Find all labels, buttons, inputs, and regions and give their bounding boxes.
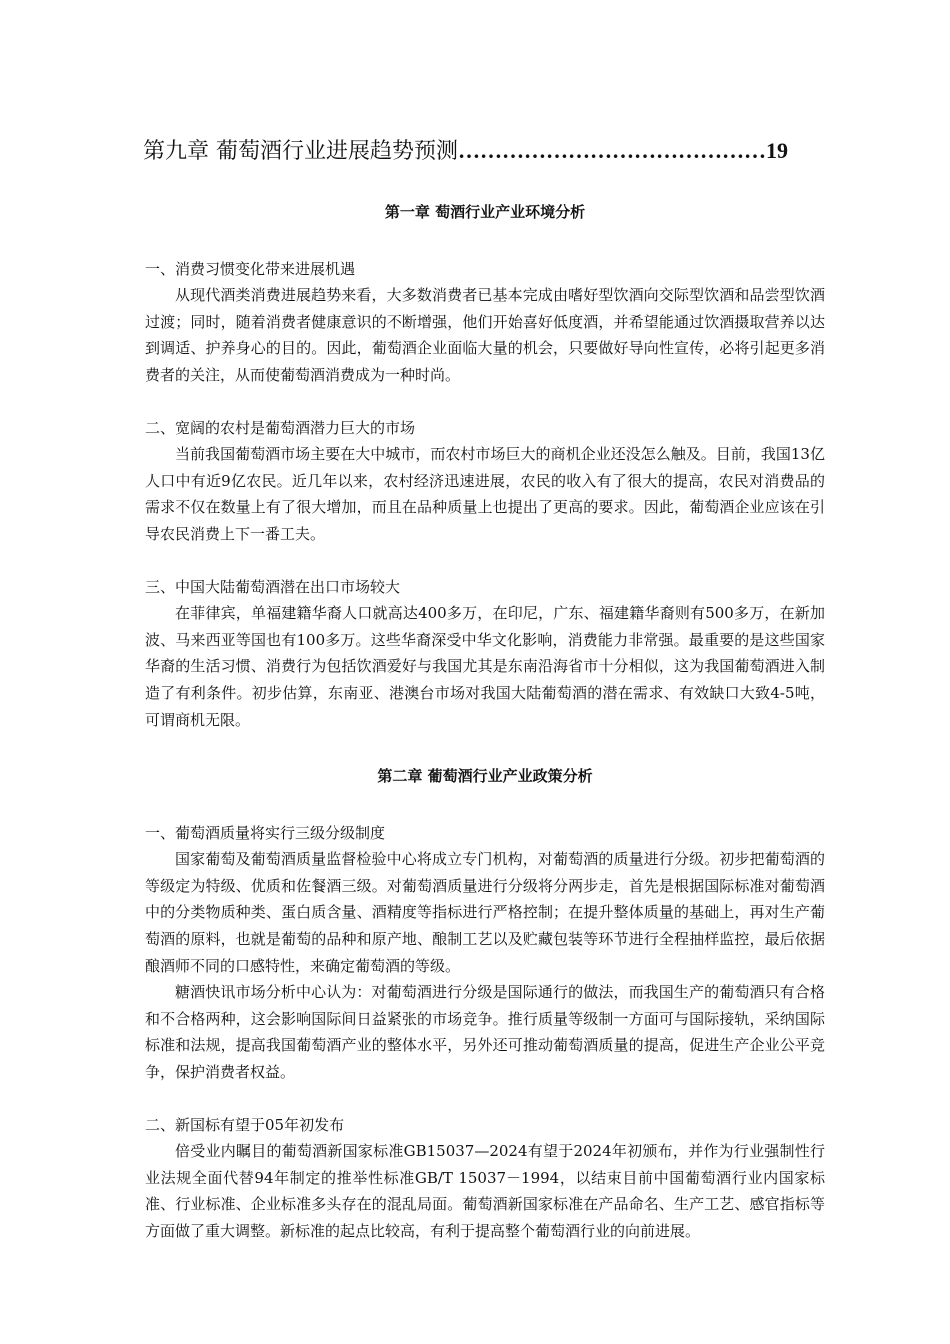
chapter-2-heading: 第二章 葡萄酒行业产业政策分析 xyxy=(377,767,593,786)
toc-entry-chapter9[interactable] xyxy=(143,136,823,167)
toc-page-number: 19 xyxy=(766,138,788,163)
paragraph: 国家葡萄及葡萄酒质量监督检验中心将成立专门机构，对葡萄酒的质量进行分级。初步把葡萄酒的等级定为特级、优质和佐餐酒三级。对葡萄酒质量进行分级将分两步走，首先是根据国际标准对葡萄酒中的分类物质种类、蛋白质含量、酒精度等指标进行严格控制；在提升整体质量的基础上，再对生产葡萄酒的原料，也就是葡萄的品种和原产地、酿制工艺以及贮藏包装等环节进行全程抽样监控，最后依据酿酒师不同的口感特性，来确定葡萄酒的等级。 xyxy=(145,850,825,975)
document-body xyxy=(145,199,825,1245)
paragraph: 糖酒快讯市场分析中心认为：对葡萄酒进行分级是国际通行的做法，而我国生产的葡萄酒只有合格和不合格两种，这会影响国际间日益紧张的市场竞争。推行质量等级制一方面可与国际接轨，采纳国际标准和法规，提高我国葡萄酒产业的整体水平，另外还可推动葡萄酒质量的提高，促进生产企业公平竞争，保护消费者权益。 xyxy=(145,983,825,1082)
section-heading: 三、中国大陆葡萄酒潜在出口市场较大 xyxy=(145,577,401,596)
paragraph: 倍受业内瞩目的葡萄酒新国家标准GB15037—2024有望于2024年初颁布，并作为行业强制性行业法规全面代替94年制定的推举性标准GB/T 15037－1994，以结束目前中国葡萄酒行业内国家标准、行业标准、企业标准多头存在的混乱局面。葡萄酒新国家标准在产品命名、生产工艺、感官指标等方面做了重大调整。新标准的起点比较高，有利于提高整个葡萄酒行业的向前进展。 xyxy=(145,1142,825,1240)
paragraph: 当前我国葡萄酒市场主要在大中城市，而农村市场巨大的商机企业还没怎么触及。目前，我国13亿人口中有近9亿农民。近几年以来，农村经济迅速进展，农民的收入有了很大的提高，农民对消费品的需求不仅在数量上有了很大增加，而且在品种质量上也提出了更高的要求。因此，葡萄酒企业应该在引导农民消费上下一番工夫。 xyxy=(145,445,825,543)
chapter-1-heading: 第一章 萄酒行业产业环境分析 xyxy=(384,203,586,221)
paragraph: 从现代酒类消费进展趋势来看，大多数消费者已基本完成由嗜好型饮酒向交际型饮酒和品尝型饮酒过渡；同时，随着消费者健康意识的不断增强，他们开始喜好低度酒，并希望能通过饮酒摄取营养以达到调适、护养身心的目的。因此，葡萄酒企业面临大量的机会，只要做好导向性宣传，必将引起更多消费者的关注，从而使葡萄酒消费成为一种时尚。 xyxy=(145,286,825,384)
toc-leader-dots: …………………………………… xyxy=(458,138,766,163)
section-heading: 二、宽阔的农村是葡萄酒潜力巨大的市场 xyxy=(145,418,416,437)
toc-title: 第九章 葡萄酒行业进展趋势预测 xyxy=(143,139,458,164)
paragraph: 在菲律宾，单福建籍华裔人口就高达400多万，在印尼，广东、福建籍华裔则有500多万，在新加波、马来西亚等国也有100多万。这些华裔深受中华文化影响，消费能力非常强。最重要的是这些国家华裔的生活习惯、消费行为包括饮酒爱好与我国尤其是东南沿海省市十分相似，这为我国葡萄酒进入制造了有利条件。初步估算，东南亚、港澳台市场对我国大陆葡萄酒的潜在需求、有效缺口大致4-5吨，可谓商机无限。 xyxy=(145,604,825,729)
section-heading: 一、消费习惯变化带来进展机遇 xyxy=(145,259,356,278)
section-heading: 二、新国标有望于05年初发布 xyxy=(145,1115,345,1134)
section-heading: 一、葡萄酒质量将实行三级分级制度 xyxy=(145,823,386,842)
